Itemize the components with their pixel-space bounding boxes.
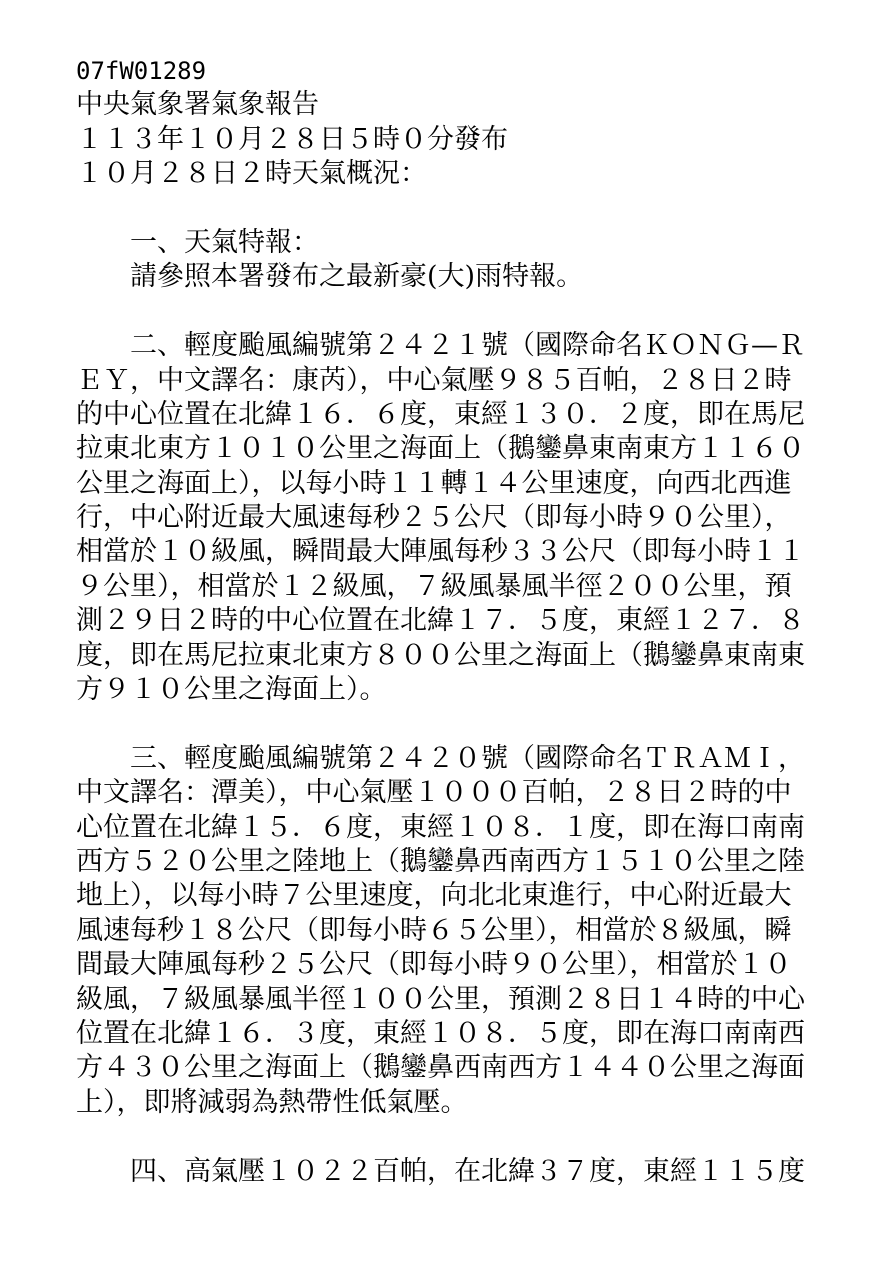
section-heading: 三、輕度颱風編號第２４２０號（國際命名ＴＲＡＭＩ， bbox=[130, 742, 805, 774]
section-text-line: 間最大陣風每秒２５公尺（即每小時９０公里），相當於１０ bbox=[76, 949, 792, 981]
section-text-line: 測２９日２時的中心位置在北緯１７．５度，東經１２７．８ bbox=[76, 605, 805, 637]
section-text-line: 級風，７級風暴風半徑１００公里，預測２８日１４時的中心 bbox=[76, 983, 805, 1015]
section-text-line: 地上），以每小時７公里速度，向北北東進行，中心附近最大 bbox=[76, 880, 792, 912]
overview-time: １０月２８日２時天氣概況： bbox=[76, 158, 427, 190]
section-text-line: ＥＹ，中文譯名：康芮），中心氣壓９８５百帕，２８日２時 bbox=[76, 364, 792, 396]
section-typhoon-trami bbox=[76, 742, 811, 1120]
report-title: 中央氣象署氣象報告 bbox=[76, 89, 319, 121]
issue-time: １１３年１０月２８日５時０分發布 bbox=[76, 123, 508, 155]
section-text-line: 請參照本署發布之最新豪(大)雨特報。 bbox=[130, 261, 584, 293]
section-text-line: 上），即將減弱為熱帶性低氣壓。 bbox=[76, 1086, 468, 1118]
section-text-line: 拉東北東方１０１０公里之海面上（鵝鑾鼻東南東方１１６０ bbox=[76, 433, 805, 465]
section-text-line: 位置在北緯１６．３度，東經１０８．５度，即在海口南南西 bbox=[76, 1017, 805, 1049]
section-text-line: 相當於１０級風，瞬間最大陣風每秒３３公尺（即每小時１１ bbox=[76, 536, 805, 568]
section-text-line: 方４３０公里之海面上（鵝鑾鼻西南西方１４４０公里之海面 bbox=[76, 1052, 805, 1084]
section-heading: 一、天氣特報： bbox=[130, 226, 319, 258]
section-text-line: 公里之海面上），以每小時１１轉１４公里速度，向西北西進 bbox=[76, 467, 792, 499]
section-text-line: 西方５２０公里之陸地上（鵝鑾鼻西南西方１５１０公里之陸 bbox=[76, 845, 805, 877]
spacer bbox=[76, 707, 811, 741]
section-text-line: 心位置在北緯１５．６度，東經１０８．１度，即在海口南南 bbox=[76, 811, 805, 843]
weather-report-page bbox=[76, 54, 811, 1189]
section-text-line: 中文譯名：潭美），中心氣壓１０００百帕，２８日２時的中 bbox=[76, 777, 792, 809]
section-typhoon-kong-rey bbox=[76, 329, 811, 707]
spacer bbox=[76, 295, 811, 329]
section-text-line: 度，即在馬尼拉東北東方８００公里之海面上（鵝鑾鼻東南東 bbox=[76, 639, 805, 671]
section-text-line: 行，中心附近最大風速每秒２５公尺（即每小時９０公里）， bbox=[76, 502, 792, 534]
section-weather-warning bbox=[76, 226, 811, 295]
spacer bbox=[76, 192, 811, 226]
section-text-line: 風速每秒１８公尺（即每小時６５公里），相當於８級風，瞬 bbox=[76, 914, 792, 946]
section-heading: 四、高氣壓１０２２百帕，在北緯３７度，東經１１５度 bbox=[130, 1155, 805, 1187]
section-heading: 二、輕度颱風編號第２４２１號（國際命名ＫＯＮＧ—Ｒ bbox=[130, 330, 805, 362]
section-text-line: ９公里），相當於１２級風，７級風暴風半徑２００公里，預 bbox=[76, 570, 792, 602]
section-text-line: 方９１０公里之海面上）。 bbox=[76, 674, 387, 706]
section-high-pressure bbox=[76, 1155, 811, 1189]
section-text-line: 的中心位置在北緯１６．６度，東經１３０．２度，即在馬尼 bbox=[76, 398, 805, 430]
spacer bbox=[76, 1120, 811, 1154]
document-id: 07fW01289 bbox=[76, 57, 207, 85]
